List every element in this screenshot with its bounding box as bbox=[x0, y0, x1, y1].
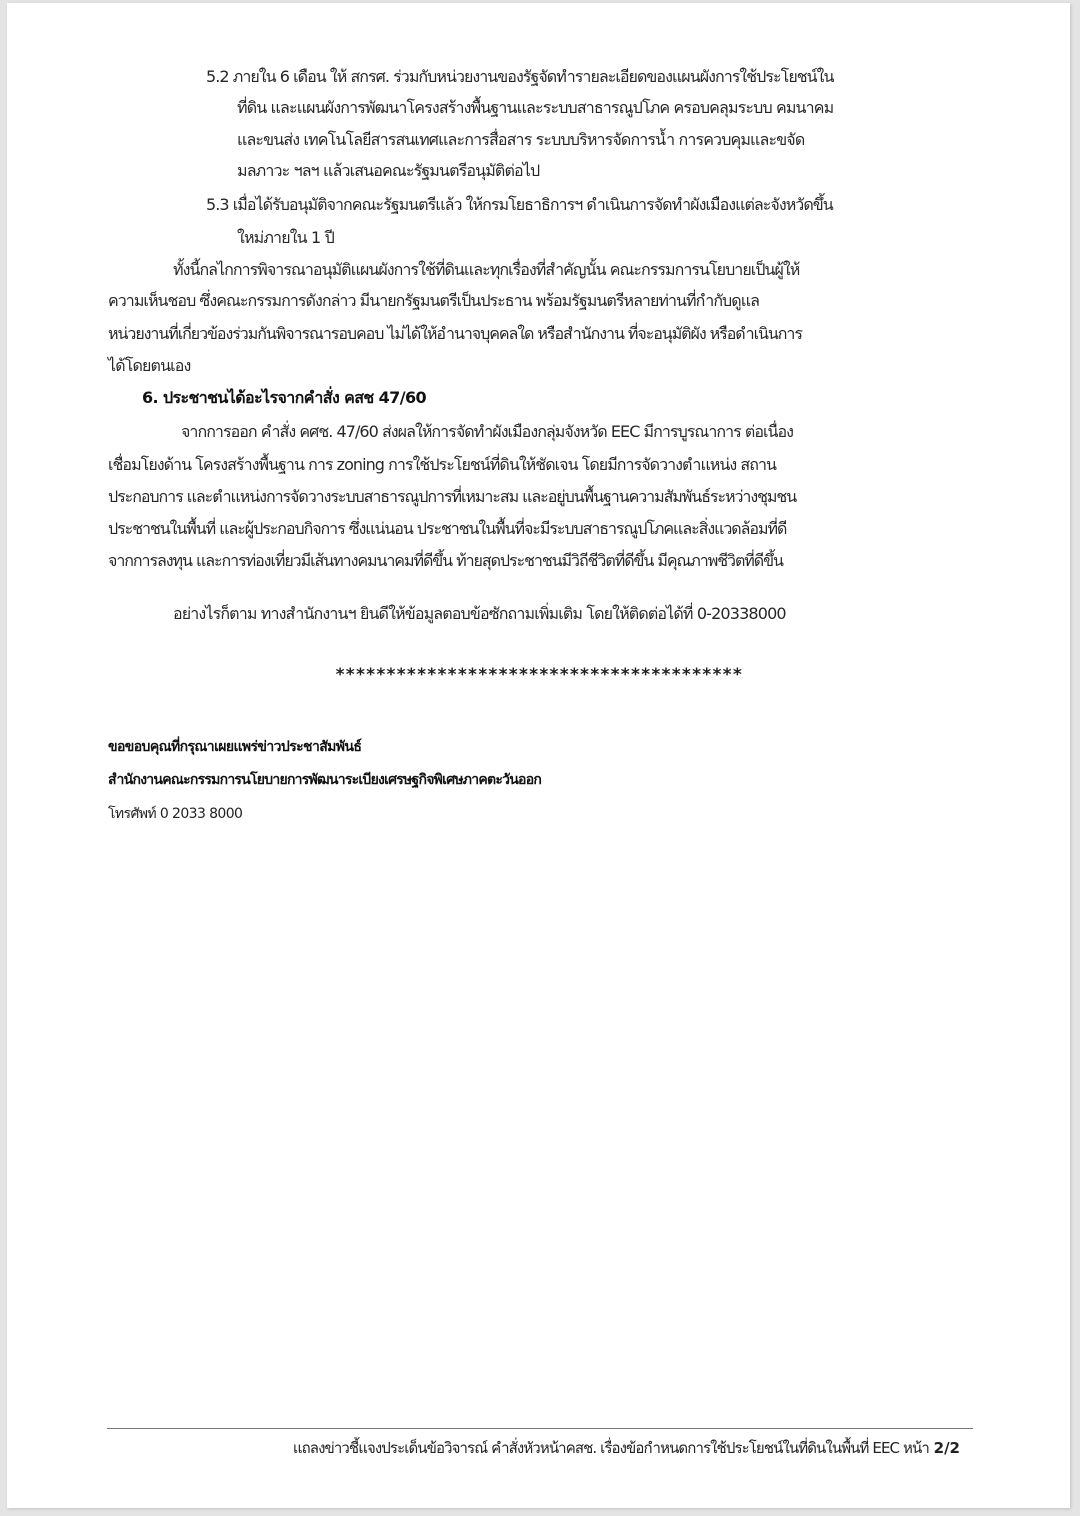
footer-page-number: 2/2 bbox=[933, 1439, 960, 1457]
item-5-2-line-2: ที่ดิน และแผนผังการพัฒนาโครงสร้างพื้นฐานและระบบสาธารณูปโภค ครอบคลุมระบบ คมนาคม bbox=[237, 98, 834, 117]
item-5-2-line-4: มลภาวะ ฯลฯ แล้วเสนอคณะรัฐมนตรีอนุมัติต่อไป bbox=[237, 161, 540, 180]
section6-paragraph-line-5: จากการลงทุน และการท่องเที่ยวมีเส้นทางคมนาคมที่ดีขึ้น ท้ายสุดประชาชนมีวิถีชีวิตที่ดีขึ้น มีคุณภาพชีวิตที่ดีขึ้น bbox=[108, 551, 783, 570]
footer-title: แถลงข่าวชี้แจงประเด็นข้อวิจารณ์ คำสั่งหัวหน้าคสช. เรื่องข้อกำหนดการใช้ประโยชน์ในที่ดินในพื้นที่ EEC หน้า bbox=[292, 1439, 929, 1457]
item-5-3-line-1: 5.3 เมื่อได้รับอนุมัติจากคณะรัฐมนตรีแล้ว ให้กรมโยธาธิการฯ ดำเนินการจัดทำผังเมืองแต่ละจังหวัดขึ้น bbox=[206, 195, 833, 214]
section6-paragraph-line-3: ประกอบการ และตำแหน่งการจัดวางระบบสาธารณูปการที่เหมาะสม และอยู่บนพื้นฐานความสัมพันธ์ระหว่างชุมชน bbox=[108, 487, 797, 506]
signature-thanks: ขอขอบคุณที่กรุณาเผยแพร่ข่าวประชาสัมพันธ์ bbox=[108, 739, 362, 755]
asterisk-separator: **************************************** bbox=[335, 665, 743, 685]
contact-line: อย่างไรก็ตาม ทางสำนักงานฯ ยินดีให้ข้อมูลตอบข้อซักถามเพิ่มเติม โดยให้ติดต่อได้ที่ 0-20338000 bbox=[173, 604, 786, 623]
footer bbox=[293, 1437, 960, 1459]
footer-divider bbox=[107, 1428, 973, 1429]
item-5-3-line-2: ใหม่ภายใน 1 ปี bbox=[237, 228, 334, 247]
item-5-2-line-1: 5.2 ภายใน 6 เดือน ให้ สกรศ. ร่วมกับหน่วยงานของรัฐจัดทำรายละเอียดของแผนผังการใช้ประโยชน์ใน bbox=[206, 67, 834, 86]
section6-paragraph-line-1: จากการออก คำสั่ง คศช. 47/60 ส่งผลให้การจัดทำผังเมืองกลุ่มจังหวัด EEC มีการบูรณาการ ต่อเนื่อง bbox=[181, 422, 794, 441]
signature-office: สำนักงานคณะกรรมการนโยบายการพัฒนาระเบียงเศรษฐกิจพิเศษภาคตะวันออก bbox=[108, 772, 542, 788]
section5-paragraph-line-1: ทั้งนี้กลไกการพิจารณาอนุมัติแผนผังการใช้ที่ดินและทุกเรื่องที่สำคัญนั้น คณะกรรมการนโยบายเป็นผู้ให้ bbox=[173, 260, 800, 279]
section6-paragraph-line-2: เชื่อมโยงด้าน โครงสร้างพื้นฐาน การ zoning การใช้ประโยชน์ที่ดินให้ชัดเจน โดยมีการจัดวางตำแหน่ง สถาน bbox=[108, 455, 776, 474]
section5-paragraph-line-2: ความเห็นชอบ ซึ่งคณะกรรมการดังกล่าว มีนายกรัฐมนตรีเป็นประธาน พร้อมรัฐมนตรีหลายท่านที่กำกับดูแล bbox=[108, 291, 759, 310]
item-5-2-line-3: และขนส่ง เทคโนโลยีสารสนเทศและการสื่อสาร ระบบบริหารจัดการน้ำ การควบคุมและขจัด bbox=[237, 130, 805, 149]
signature-phone: โทรศัพท์ 0 2033 8000 bbox=[108, 806, 243, 822]
section6-paragraph-line-4: ประชาชนในพื้นที่ และผู้ประกอบกิจการ ซึ่งแน่นอน ประชาชนในพื้นที่จะมีระบบสาธารณูปโภคและสิ่งแวดล้อมที่ดี bbox=[108, 519, 787, 538]
section5-paragraph-line-4: ได้โดยตนเอง bbox=[108, 356, 191, 375]
document-page bbox=[7, 3, 1070, 1508]
section5-paragraph-line-3: หน่วยงานที่เกี่ยวข้องร่วมกันพิจารณารอบคอบ ไม่ได้ให้อำนาจบุคคลใด หรือสำนักงาน ที่จะอนุมัติผัง หรือดำเนินการ bbox=[108, 324, 802, 343]
section6-heading: 6. ประชาชนได้อะไรจากคำสั่ง คสช 47/60 bbox=[142, 388, 427, 407]
